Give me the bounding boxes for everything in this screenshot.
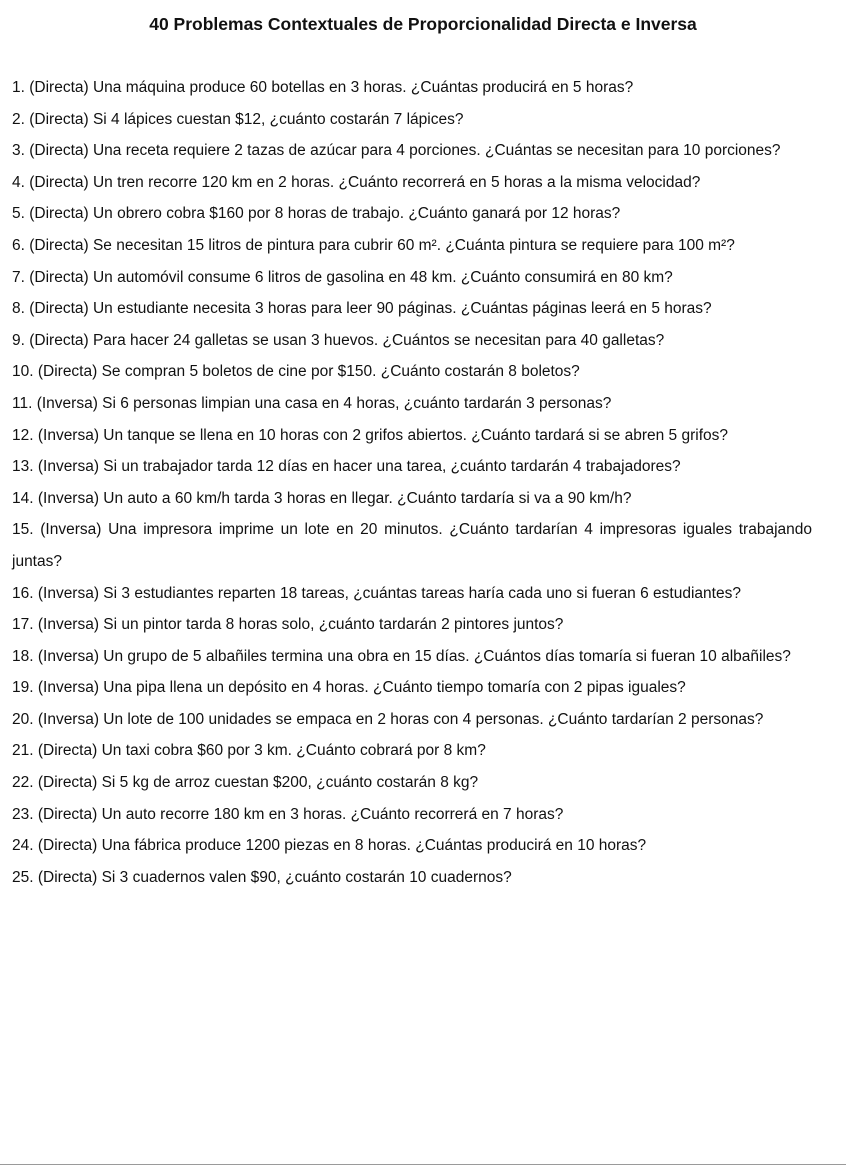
- problem-item: 13. (Inversa) Si un trabajador tarda 12 días en hacer una tarea, ¿cuánto tardarán 4 trabajadores?: [12, 458, 681, 476]
- problem-item: 4. (Directa) Un tren recorre 120 km en 2 horas. ¿Cuánto recorrerá en 5 horas a la misma velocidad?: [12, 173, 701, 191]
- problem-item: 22. (Directa) Si 5 kg de arroz cuestan $200, ¿cuánto costarán 8 kg?: [12, 774, 479, 792]
- page-title: 40 Problemas Contextuales de Proporcionalidad Directa e Inversa: [149, 14, 697, 34]
- problem-item: 6. (Directa) Se necesitan 15 litros de pintura para cubrir 60 m². ¿Cuánta pintura se requiere para 100 m²?: [12, 236, 735, 254]
- problem-item: 15. (Inversa) Una impresora imprime un lote en 20 minutos. ¿Cuánto tardarían 4 impresoras iguales trabajando juntas?: [12, 521, 812, 570]
- problem-item: 7. (Directa) Un automóvil consume 6 litros de gasolina en 48 km. ¿Cuánto consumirá en 80 km?: [12, 268, 673, 286]
- problem-item: 12. (Inversa) Un tanque se llena en 10 horas con 2 grifos abiertos. ¿Cuánto tardará si se abren 5 grifos?: [12, 426, 728, 444]
- problem-item: 24. (Directa) Una fábrica produce 1200 piezas en 8 horas. ¿Cuántas producirá en 10 horas?: [12, 837, 647, 855]
- problem-item: 1. (Directa) Una máquina produce 60 botellas en 3 horas. ¿Cuántas producirá en 5 horas?: [12, 79, 634, 96]
- problem-item: 14. (Inversa) Un auto a 60 km/h tarda 3 horas en llegar. ¿Cuánto tardaría si va a 90 km/h?: [12, 489, 632, 507]
- problem-item: 23. (Directa) Un auto recorre 180 km en 3 horas. ¿Cuánto recorrerá en 7 horas?: [12, 805, 564, 823]
- problem-item: 20. (Inversa) Un lote de 100 unidades se empaca en 2 horas con 4 personas. ¿Cuánto tardarían 2 personas?: [12, 710, 764, 728]
- problem-item: 19. (Inversa) Una pipa llena un depósito en 4 horas. ¿Cuánto tiempo tomaría con 2 pipas iguales?: [12, 679, 686, 697]
- problem-item: 21. (Directa) Un taxi cobra $60 por 3 km. ¿Cuánto cobrará por 8 km?: [12, 742, 486, 760]
- problem-item: 8. (Directa) Un estudiante necesita 3 horas para leer 90 páginas. ¿Cuántas páginas leerá en 5 horas?: [12, 300, 712, 318]
- problem-item: 10. (Directa) Se compran 5 boletos de cine por $150. ¿Cuánto costarán 8 boletos?: [12, 363, 580, 381]
- problem-item: 3. (Directa) Una receta requiere 2 tazas de azúcar para 4 porciones. ¿Cuántas se necesitan para 10 porciones?: [12, 142, 781, 160]
- problem-item: 25. (Directa) Si 3 cuadernos valen $90, ¿cuánto costarán 10 cuadernos?: [12, 868, 512, 886]
- problem-item: 2. (Directa) Si 4 lápices cuestan $12, ¿cuánto costarán 7 lápices?: [12, 110, 464, 128]
- problem-item: 11. (Inversa) Si 6 personas limpian una casa en 4 horas, ¿cuánto tardarán 3 personas?: [12, 394, 612, 412]
- problem-list: [12, 72, 812, 893]
- problem-item: 16. (Inversa) Si 3 estudiantes reparten 18 tareas, ¿cuántas tareas haría cada uno si fueran 6 estudiantes?: [12, 584, 741, 602]
- problem-item: 9. (Directa) Para hacer 24 galletas se usan 3 huevos. ¿Cuántos se necesitan para 40 galletas?: [12, 331, 665, 349]
- problem-item: 18. (Inversa) Un grupo de 5 albañiles termina una obra en 15 días. ¿Cuántos días tomaría si fueran 10 albañiles?: [12, 647, 791, 665]
- page-bottom-divider: [0, 1164, 846, 1165]
- problem-item: 5. (Directa) Un obrero cobra $160 por 8 horas de trabajo. ¿Cuánto ganará por 12 horas?: [12, 205, 621, 223]
- problem-item: 17. (Inversa) Si un pintor tarda 8 horas solo, ¿cuánto tardarán 2 pintores juntos?: [12, 616, 564, 634]
